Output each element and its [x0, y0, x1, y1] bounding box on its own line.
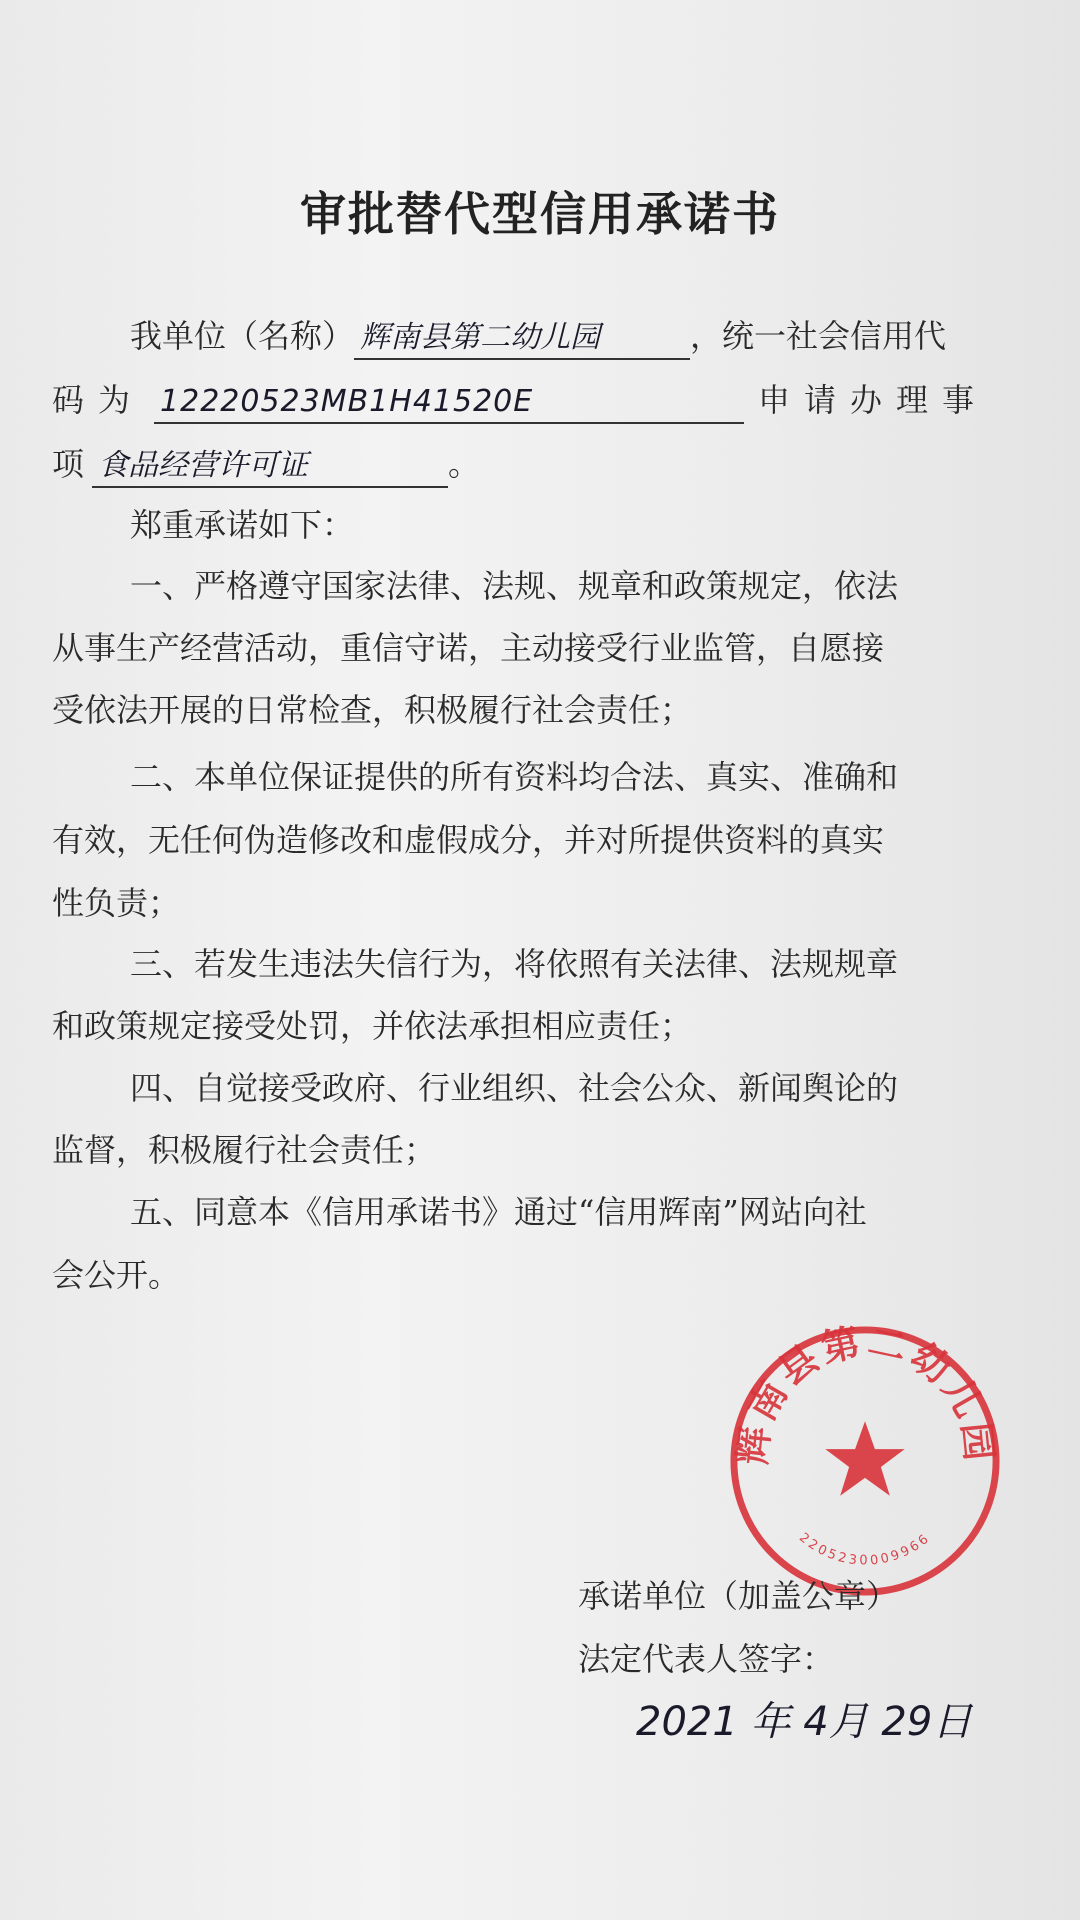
clause-5-line-1: 五、同意本《信用承诺书》通过“信用辉南”网站向社 — [130, 1193, 867, 1231]
commitment-heading: 郑重承诺如下： — [130, 506, 355, 544]
intro-line-3 — [52, 444, 1037, 488]
legal-rep-signature-label: 法定代表人签字： — [578, 1640, 835, 1678]
svg-text:2205230009966: 2205230009966 — [796, 1530, 934, 1569]
clause-1-line-1: 一、严格遵守国家法律、法规、规章和政策规定，依法 — [130, 567, 899, 605]
clause-3-line-1: 三、若发生违法失信行为，将依照有关法律、法规规章 — [130, 945, 899, 983]
clause-2-line-3: 性负责； — [52, 884, 181, 922]
signing-date: 2021 年 4月 29日 — [636, 1699, 973, 1745]
matter-field: 食品经营许可证 — [92, 446, 448, 488]
clause-3-line-2: 和政策规定接受处罚，并依法承担相应责任； — [52, 1007, 693, 1045]
intro-text-apply: 申请办理事 — [758, 381, 989, 419]
official-seal — [726, 1322, 1004, 1600]
intro-line-1 — [52, 316, 1080, 360]
credit-code-field: 12220523MB1H41520E — [154, 382, 744, 424]
intro-line-2 — [52, 380, 1037, 424]
intro-label-code: 码为 — [52, 381, 145, 419]
intro-period: 。 — [448, 445, 481, 483]
unit-name-field: 辉南县第二幼儿园 — [354, 318, 690, 360]
svg-text:辉南县第二幼儿园: 辉南县第二幼儿园 — [730, 1322, 1002, 1467]
clause-1-line-2: 从事生产经营活动，重信守诺，主动接受行业监管，自愿接 — [52, 629, 885, 667]
committing-unit-label: 承诺单位（加盖公章） — [578, 1577, 899, 1615]
intro-label-matter: 项 — [52, 445, 85, 483]
clause-2-line-2: 有效，无任何伪造修改和虚假成分，并对所提供资料的真实 — [52, 821, 885, 859]
intro-label-name: 我单位（名称） — [130, 317, 355, 355]
clause-4-line-2: 监督，积极履行社会责任； — [52, 1131, 437, 1169]
clause-4-line-1: 四、自觉接受政府、行业组织、社会公众、新闻舆论的 — [130, 1069, 899, 1107]
clause-2-line-1: 二、本单位保证提供的所有资料均合法、真实、准确和 — [130, 758, 899, 796]
document-title: 审批替代型信用承诺书 — [300, 187, 780, 241]
clause-1-line-3: 受依法开展的日常检查，积极履行社会责任； — [52, 691, 693, 729]
clause-5-line-2: 会公开。 — [52, 1256, 181, 1294]
intro-text-code: ，统一社会信用代 — [690, 317, 947, 355]
